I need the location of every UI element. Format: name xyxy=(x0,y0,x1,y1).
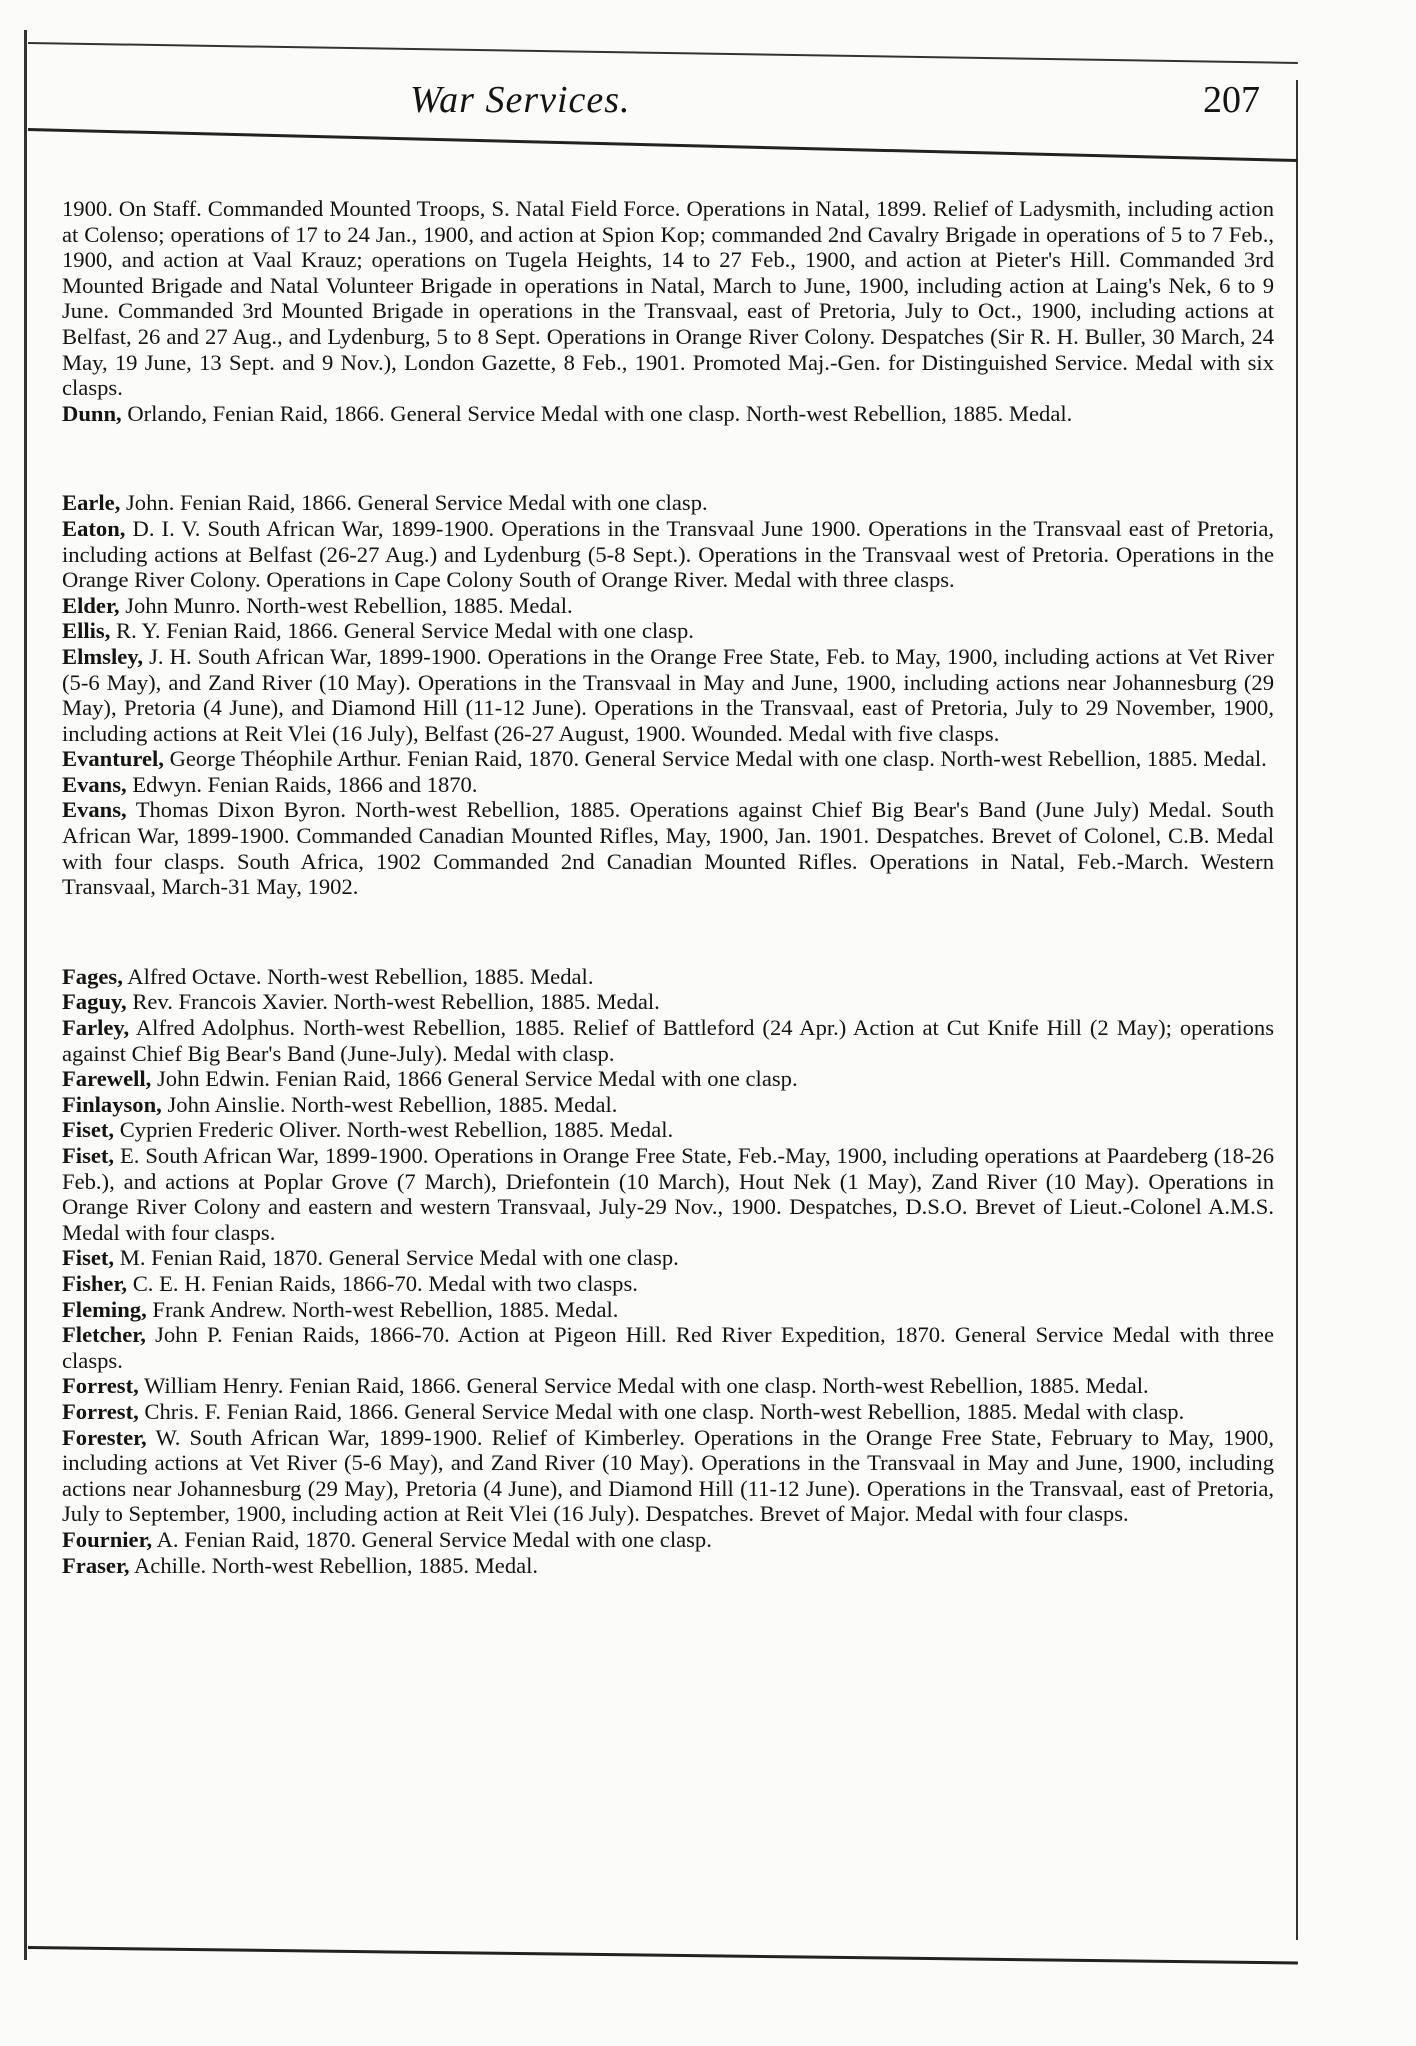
entry-text: 1900. On Staff. Commanded Mounted Troops, S. Natal Field Force. Operations in Natal, 1899. Relief of Ladysmith, including action at Colenso; operations of 17 to 24 Jan., 1900, and action at Spion Kop; commanded 2nd Cavalry Brigade in operations of 5 to 7 Feb., 1900, and action at Vaal Krauz; operations on Tugela Heights, 14 to 27 Feb., 1900, and action at Pieter's Hill. Commanded 3rd Mounted Brigade and Natal Volunteer Brigade in operations in Natal, March to June, 1900, including action at Laing's Nek, 6 to 9 June. Commanded 3rd Mounted Brigade in operations in the Transvaal, east of Pretoria, July to Oct., 1900, including actions at Belfast, 26 and 27 Aug., and Lydenburg, 5 to 8 Sept. Operations in Orange River Colony. Despatches (Sir R. H. Buller, 30 March, 24 May, 19 June, 13 Sept. and 9 Nov.), London Gazette, 8 Feb., 1901. Promoted Maj.-Gen. for Distinguished Service. Medal with six clasps. xyxy=(62,196,1274,401)
entry-name: Fiset, xyxy=(62,1245,115,1271)
entry xyxy=(62,1322,1274,1373)
entry-name: Ellis, xyxy=(62,618,111,644)
entry-name: Forrest, xyxy=(62,1373,139,1399)
section-1 xyxy=(62,196,1274,426)
section-2 xyxy=(62,490,1274,900)
entry-text: C. E. H. Fenian Raids, 1866-70. Medal with two clasps. xyxy=(132,1270,638,1296)
entry-text: Achille. North-west Rebellion, 1885. Medal. xyxy=(133,1552,539,1578)
entry-text: E. South African War, 1899-1900. Operations in Orange Free State, Feb.-May, 1900, including operations at Paardeberg (18-26 Feb.), and actions at Poplar Grove (7 March), Driefontein (10 March), Hout Nek (1 May), Zand River (10 May). Operations in Orange River Colony and eastern and western Transvaal, July-29 Nov., 1900. Despatches, D.S.O. Brevet of Lieut.-Colonel A.M.S. Medal with four clasps. xyxy=(62,1143,1274,1245)
entry-text: John. Fenian Raid, 1866. General Service Medal with one clasp. xyxy=(126,490,708,516)
entry xyxy=(62,618,1274,644)
entry-name: Elmsley, xyxy=(62,643,143,669)
entry-text: Frank Andrew. North-west Rebellion, 1885. Medal. xyxy=(152,1296,619,1322)
entry-name: Forester, xyxy=(62,1424,147,1450)
entry xyxy=(62,1245,1274,1271)
entry-name: Fiset, xyxy=(62,1117,115,1143)
entry xyxy=(62,964,1274,990)
entry xyxy=(62,1399,1274,1425)
entry xyxy=(62,1066,1274,1092)
entry-text: Thomas Dixon Byron. North-west Rebellion, 1885. Operations against Chief Big Bear's Band (June July) Medal. South African War, 1899-1900. Commanded Canadian Mounted Rifles, May, 1900, Jan. 1901. Despatches. Brevet of Colonel, C.B. Medal with four clasps. South Africa, 1902 Commanded 2nd Canadian Mounted Rifles. Operations in Natal, Feb.-March. Western Transvaal, March-31 May, 1902. xyxy=(62,797,1274,900)
entry xyxy=(62,516,1274,593)
entry-name: Fleming, xyxy=(62,1296,147,1322)
entry-text: George Théophile Arthur. Fenian Raid, 1870. General Service Medal with one clasp. North-west Rebellion, 1885. Medal. xyxy=(169,746,1267,772)
entry-name: Farewell, xyxy=(62,1066,152,1092)
entry xyxy=(62,1425,1274,1527)
entry xyxy=(62,1553,1274,1579)
running-title: War Services. xyxy=(410,79,631,121)
entry xyxy=(62,593,1274,619)
entry xyxy=(62,772,1274,798)
entry xyxy=(62,644,1274,746)
entry-name: Evans, xyxy=(62,771,127,797)
right-margin-rule xyxy=(1296,80,1298,1940)
section-3 xyxy=(62,964,1274,1578)
entry xyxy=(62,401,1274,427)
entry-text: J. H. South African War, 1899-1900. Operations in the Orange Free State, Feb. to May, 1900, including actions at Vet River (5-6 May), and Zand River (10 May). Operations in the Transvaal in May and June, 1900, including actions near Johannesburg (29 May), Pretoria (4 June), and Diamond Hill (11-12 June). Operations in the Transvaal, east of Pretoria, July to 29 November, 1900, including actions at Reit Vlei (16 July), Belfast (26-27 August, 1900. Wounded. Medal with five clasps. xyxy=(62,643,1274,746)
entry xyxy=(62,1271,1274,1297)
entry-name: Finlayson, xyxy=(62,1091,162,1117)
entry-name: Fisher, xyxy=(62,1270,128,1296)
entry-text: John P. Fenian Raids, 1866-70. Action at Pigeon Hill. Red River Expedition, 1870. General Service Medal with three clasps. xyxy=(62,1322,1274,1373)
entry xyxy=(62,797,1274,899)
entry-text: R. Y. Fenian Raid, 1866. General Service Medal with one clasp. xyxy=(116,618,694,644)
entry-text: M. Fenian Raid, 1870. General Service Medal with one clasp. xyxy=(119,1245,679,1271)
entry-name: Fraser, xyxy=(62,1552,130,1578)
entry-name: Evanturel, xyxy=(62,746,164,772)
entry-text: Rev. Francois Xavier. North-west Rebellion, 1885. Medal. xyxy=(132,989,660,1015)
entry xyxy=(62,196,1274,401)
entry-name: Eaton, xyxy=(62,515,126,541)
entry-text: Cyprien Frederic Oliver. North-west Rebellion, 1885. Medal. xyxy=(119,1117,674,1143)
entry-text: John Ainslie. North-west Rebellion, 1885. Medal. xyxy=(167,1091,618,1117)
entry-text: Alfred Octave. North-west Rebellion, 1885. Medal. xyxy=(127,963,594,989)
entry xyxy=(62,1015,1274,1066)
entry xyxy=(62,1527,1274,1553)
entry-text: John Munro. North-west Rebellion, 1885. Medal. xyxy=(125,592,573,618)
entry-name: Fletcher, xyxy=(62,1322,146,1348)
entry-text: Alfred Adolphus. North-west Rebellion, 1885. Relief of Battleford (24 Apr.) Action at Cut Knife Hill (2 May); operations against Chief Big Bear's Band (June-July). Medal with clasp. xyxy=(62,1015,1274,1066)
entry-name: Forrest, xyxy=(62,1398,139,1424)
entry xyxy=(62,989,1274,1015)
entry-name: Evans, xyxy=(62,797,127,823)
entry-name: Earle, xyxy=(62,490,121,516)
entry-text: Chris. F. Fenian Raid, 1866. General Service Medal with one clasp. North-west Rebellion, 1885. Medal with clasp. xyxy=(144,1398,1185,1424)
entry-text: John Edwin. Fenian Raid, 1866 General Service Medal with one clasp. xyxy=(156,1066,798,1092)
entry-text: Edwyn. Fenian Raids, 1866 and 1870. xyxy=(132,771,478,797)
entry-name: Farley, xyxy=(62,1015,130,1041)
entry xyxy=(62,746,1274,772)
entry-text: A. Fenian Raid, 1870. General Service Medal with one clasp. xyxy=(156,1526,712,1552)
page-number: 207 xyxy=(1203,79,1260,121)
entry-name: Fournier, xyxy=(62,1526,153,1552)
entry-text: Orlando, Fenian Raid, 1866. General Service Medal with one clasp. North-west Rebellion, 1885. Medal. xyxy=(127,400,1073,426)
entry xyxy=(62,1143,1274,1245)
entry-name: Faguy, xyxy=(62,989,127,1015)
entry-name: Fages, xyxy=(62,963,123,989)
entry xyxy=(62,1117,1274,1143)
entry xyxy=(62,1092,1274,1118)
entry-name: Dunn, xyxy=(62,400,122,426)
entry xyxy=(62,490,1274,516)
entry xyxy=(62,1297,1274,1323)
document-body xyxy=(62,196,1274,1578)
entry-text: D. I. V. South African War, 1899-1900. Operations in the Transvaal June 1900. Operations in the Transvaal east of Pretoria, including actions at Belfast (26-27 Aug.) and Lydenburg (5-8 Sept.). Operations in the Transvaal west of Pretoria. Operations in the Orange River Colony. Operations in Cape Colony South of Orange River. Medal with three clasps. xyxy=(62,515,1275,593)
entry xyxy=(62,1373,1274,1399)
entry-name: Fiset, xyxy=(62,1143,115,1168)
entry-name: Elder, xyxy=(62,592,120,618)
running-head xyxy=(60,78,1260,128)
entry-text: W. South African War, 1899-1900. Relief of Kimberley. Operations in the Orange Free State, February to May, 1900, including actions at Vet River (5-6 May), and Zand River (10 May). Operations in the Transvaal in May and June, 1900, including actions near Johannesburg (29 May), Pretoria (4 June), and Diamond Hill (11-12 June). Operations in the Transvaal, east of Pretoria, July to September, 1900, including action at Reit Vlei (16 July). Despatches. Brevet of Major. Medal with four clasps. xyxy=(62,1424,1274,1527)
entry-text: William Henry. Fenian Raid, 1866. General Service Medal with one clasp. North-west Rebellion, 1885. Medal. xyxy=(144,1373,1149,1399)
